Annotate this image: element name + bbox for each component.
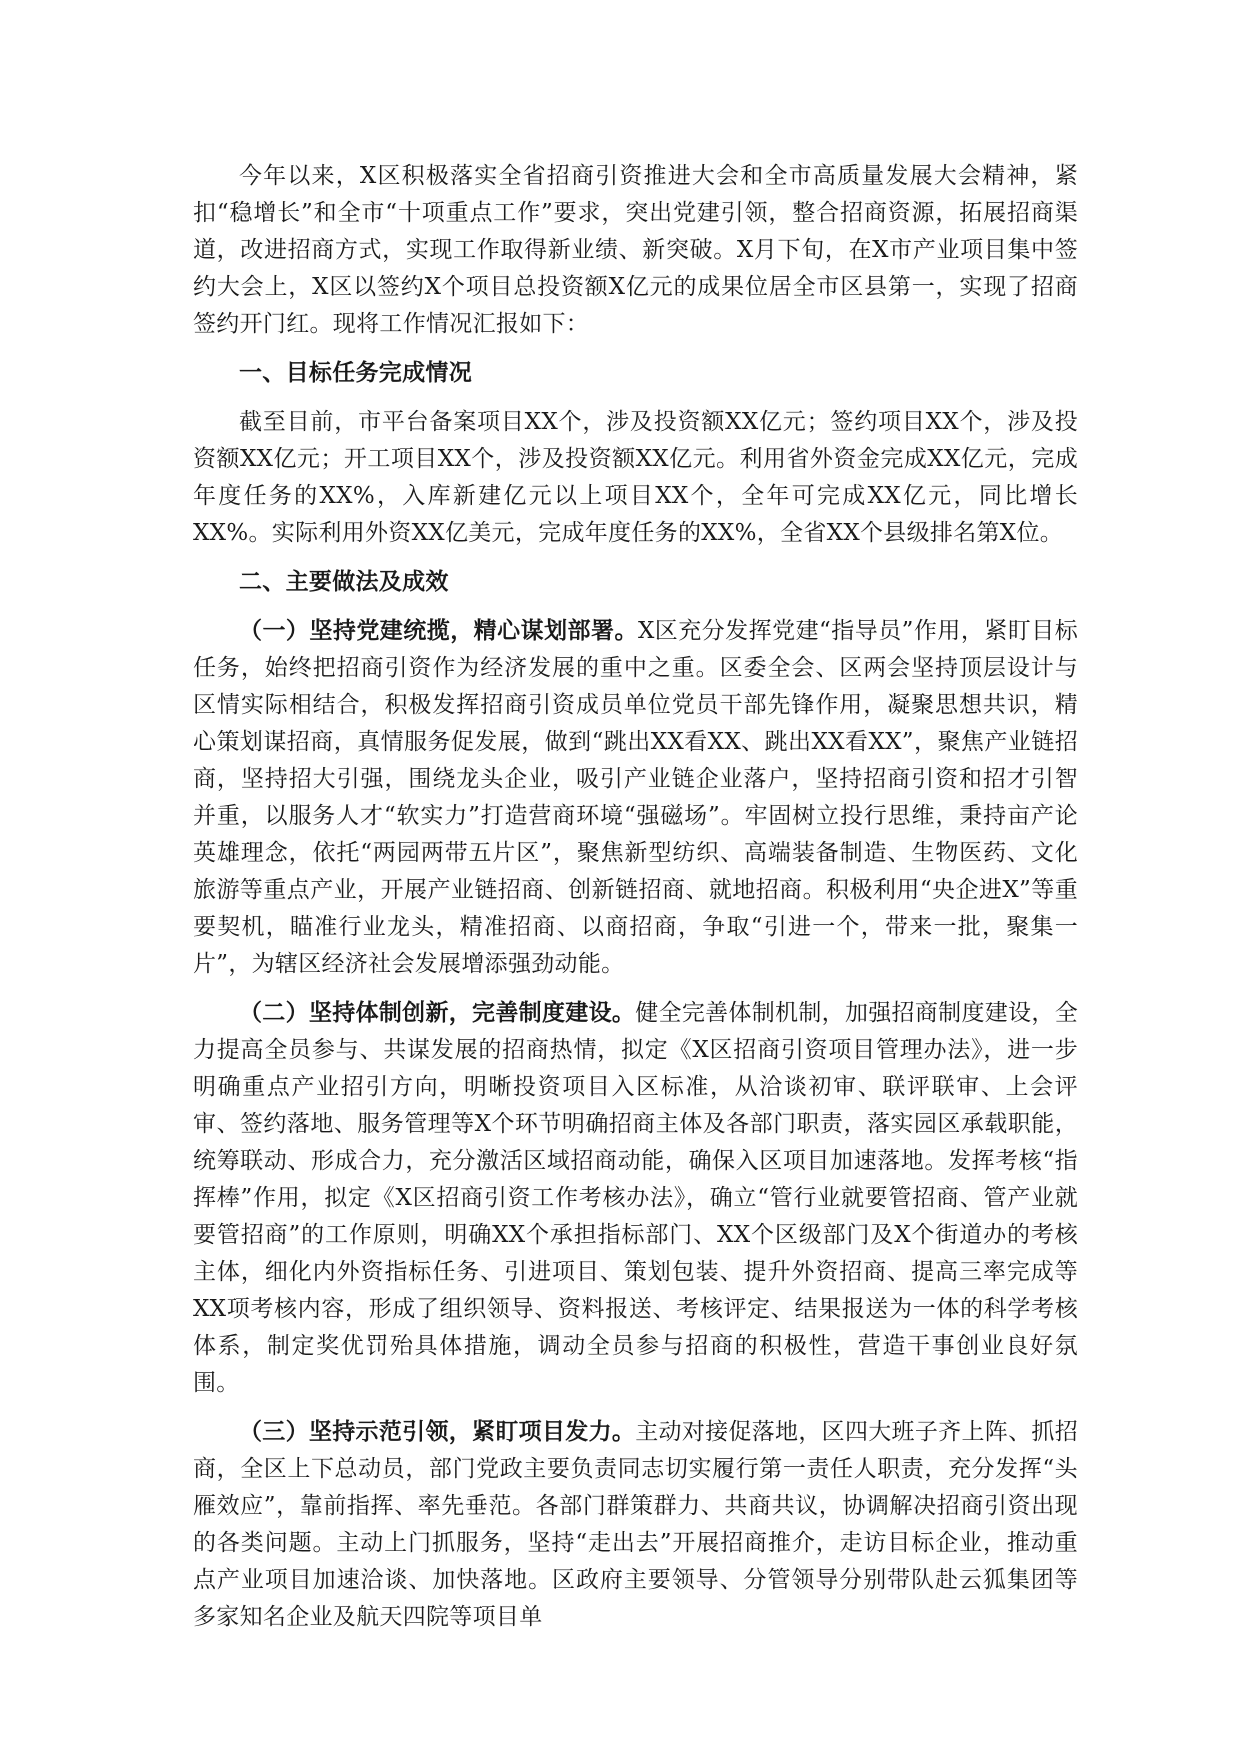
measure-paragraph-3: [193, 1414, 1078, 1636]
measure-paragraph-2: [193, 995, 1078, 1402]
measure-lead-2: （二）坚持体制创新，完善制度建设。: [239, 1000, 636, 1026]
measure-paragraph-1: [193, 613, 1078, 983]
measure-body-1: X区充分发挥党建“指导员”作用，紧盯目标任务，始终把招商引资作为经济发展的重中之重。区委全会、区两会坚持顶层设计与区情实际相结合，积极发挥招商引资成员单位党员干部先锋作用，凝聚思想共识，精心策划谋招商，真情服务促发展，做到“跳出XX看XX、跳出XX看XX”，聚焦产业链招商，坚持招大引强，围绕龙头企业，吸引产业链企业落户，坚持招商引资和招才引智并重，以服务人才“软实力”打造营商环境“强磁场”。牢固树立投行思维，秉持亩产论英雄理念，依托“两园两带五片区”，聚焦新型纺织、高端装备制造、生物医药、文化旅游等重点产业，开展产业链招商、创新链招商、就地招商。积极利用“央企进X”等重要契机，瞄准行业龙头，精准招商、以商招商，争取“引进一个，带来一批，聚集一片”，为辖区经济社会发展增添强劲动能。: [193, 618, 1078, 977]
measure-body-3: 主动对接促落地，区四大班子齐上阵、抓招商，全区上下总动员，部门党政主要负责同志切实履行第一责任人职责，充分发挥“头雁效应”，靠前指挥、率先垂范。各部门群策群力、共商共议，协调解决招商引资出现的各类问题。主动上门抓服务，坚持“走出去”开展招商推介，走访目标企业，推动重点产业项目加速洽谈、加快落地。区政府主要领导、分管领导分别带队赴云狐集团等多家知名企业及航天四院等项目单: [193, 1419, 1078, 1630]
intro-paragraph: 今年以来，X区积极落实全省招商引资推进大会和全市高质量发展大会精神，紧扣“稳增长”和全市“十项重点工作”要求，突出党建引领，整合招商资源，拓展招商渠道，改进招商方式，实现工作取得新业绩、新突破。X月下旬，在X市产业项目集中签约大会上，X区以签约X个项目总投资额X亿元的成果位居全市区县第一，实现了招商签约开门红。现将工作情况汇报如下：: [193, 163, 1078, 337]
measure-lead-3: （三）坚持示范引领，紧盯项目发力。: [239, 1419, 636, 1445]
section-heading-measures: 二、主要做法及成效: [239, 569, 449, 595]
measure-lead-1: （一）坚持党建统揽，精心谋划部署。: [239, 618, 638, 644]
targets-paragraph: 截至目前，市平台备案项目XX个，涉及投资额XX亿元；签约项目XX个，涉及投资额XX亿元；开工项目XX个，涉及投资额XX亿元。利用省外资金完成XX亿元，完成年度任务的XX%，入库新建亿元以上项目XX个，全年可完成XX亿元，同比增长XX%。实际利用外资XX亿美元，完成年度任务的XX%，全省XX个县级排名第X位。: [193, 409, 1078, 546]
section-heading-targets: 一、目标任务完成情况: [239, 360, 472, 386]
measure-body-2: 健全完善体制机制，加强招商制度建设，全力提高全员参与、共谋发展的招商热情，拟定《X区招商引资项目管理办法》，进一步明确重点产业招引方向，明晰投资项目入区标准，从洽谈初审、联评联审、上会评审、签约落地、服务管理等X个环节明确招商主体及各部门职责，落实园区承载职能，统筹联动、形成合力，充分激活区域招商动能，确保入区项目加速落地。发挥考核“指挥棒”作用，拟定《X区招商引资工作考核办法》，确立“管行业就要管招商、管产业就要管招商”的工作原则，明确XX个承担指标部门、XX个区级部门及X个街道办的考核主体，细化内外资指标任务、引进项目、策划包装、提升外资招商、提高三率完成等XX项考核内容，形成了组织领导、资料报送、考核评定、结果报送为一体的科学考核体系，制定奖优罚殆具体措施，调动全员参与招商的积极性，营造干事创业良好氛围。: [193, 1000, 1078, 1396]
document-page: [193, 158, 1078, 1648]
